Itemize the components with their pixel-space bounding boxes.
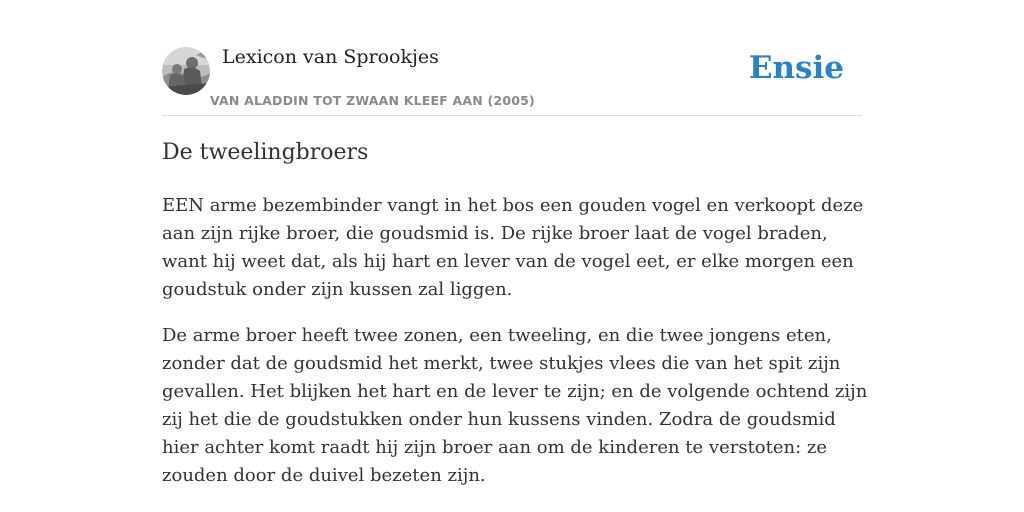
entry-body xyxy=(162,192,872,508)
source-cover-image[interactable] xyxy=(162,47,210,95)
engraving-illustration-icon xyxy=(162,47,210,95)
entry-title: De tweelingbroers xyxy=(162,140,369,165)
source-header xyxy=(162,44,862,116)
ensie-logo[interactable]: Ensie xyxy=(748,50,844,86)
entry-paragraph: De arme broer heeft twee zonen, een tweeling, en die twee jongens eten, zonder dat de goudsmid het merkt, twee stukjes vlees die van het spit zijn gevallen. Het blijken het hart en de lever te zijn; en de volgende ochtend zijn zij het die de goudstukken onder hun kussens vinden. Zodra de goudsmid hier achter komt raadt hij zijn broer aan om de kinderen te verstoten: ze zouden door de duivel bezeten zijn. xyxy=(162,325,868,486)
source-subtitle: VAN ALADDIN TOT ZWAAN KLEEF AAN (2005) xyxy=(210,93,535,108)
source-title[interactable]: Lexicon van Sprookjes xyxy=(222,46,439,68)
entry-paragraph: EEN arme bezembinder vangt in het bos een gouden vogel en verkoopt deze aan zijn rijke broer, die goudsmid is. De rijke broer laat de vogel braden, want hij weet dat, als hij hart en lever van de vogel eet, er elke morgen een goudstuk onder zijn kussen zal liggen. xyxy=(162,195,864,300)
